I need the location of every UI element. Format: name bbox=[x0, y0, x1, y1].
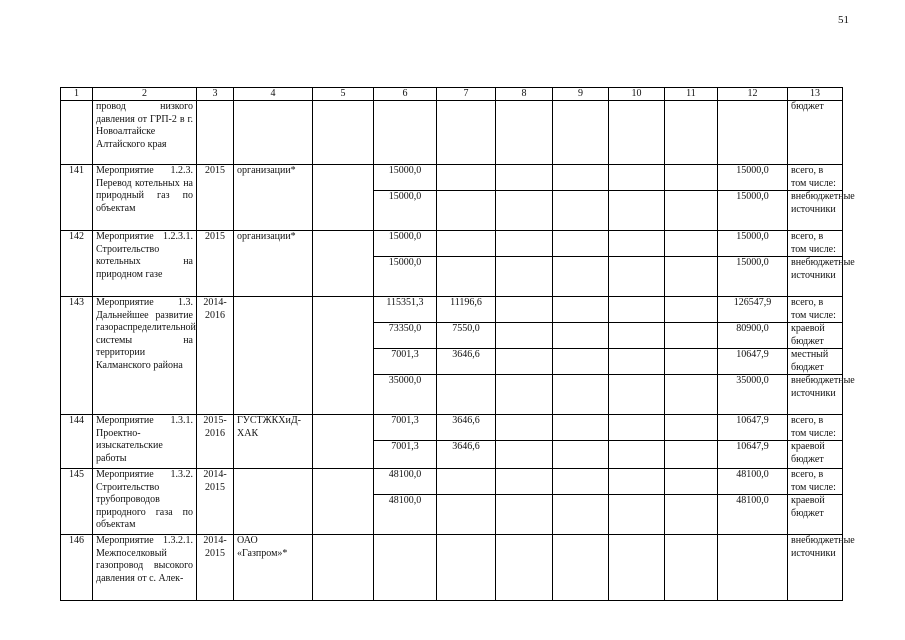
cell-11 bbox=[665, 323, 718, 349]
cell-11 bbox=[665, 101, 718, 165]
cell-7: 11196,6 bbox=[437, 297, 496, 323]
cell-12: 48100,0 bbox=[718, 495, 788, 535]
cell-10 bbox=[609, 101, 665, 165]
cell-9 bbox=[553, 495, 609, 535]
cell-11 bbox=[665, 191, 718, 231]
cell-5 bbox=[313, 297, 374, 415]
cell-num: 146 bbox=[61, 535, 93, 601]
cell-6: 7001,3 bbox=[374, 415, 437, 441]
cell-10 bbox=[609, 231, 665, 257]
cell-6: 7001,3 bbox=[374, 349, 437, 375]
cell-9 bbox=[553, 469, 609, 495]
cell-11 bbox=[665, 231, 718, 257]
cell-8 bbox=[496, 231, 553, 257]
cell-11 bbox=[665, 495, 718, 535]
cell-9 bbox=[553, 535, 609, 601]
cell-year: 2015 bbox=[197, 231, 234, 297]
cell-6: 15000,0 bbox=[374, 165, 437, 191]
cell-6: 48100,0 bbox=[374, 495, 437, 535]
cell-10 bbox=[609, 495, 665, 535]
cell-source: краевой бюджет bbox=[788, 323, 843, 349]
cell-year: 2015-2016 bbox=[197, 415, 234, 469]
cell-8 bbox=[496, 415, 553, 441]
cell-executor bbox=[234, 297, 313, 415]
cell-7 bbox=[437, 535, 496, 601]
column-header-10: 10 bbox=[609, 88, 665, 101]
column-header-11: 11 bbox=[665, 88, 718, 101]
cell-7: 3646,6 bbox=[437, 441, 496, 469]
column-header-8: 8 bbox=[496, 88, 553, 101]
cell-num: 142 bbox=[61, 231, 93, 297]
column-header-1: 1 bbox=[61, 88, 93, 101]
cell-year: 2014-2016 bbox=[197, 297, 234, 415]
cell-executor bbox=[234, 101, 313, 165]
cell-10 bbox=[609, 469, 665, 495]
cell-12: 15000,0 bbox=[718, 165, 788, 191]
cell-11 bbox=[665, 441, 718, 469]
cell-8 bbox=[496, 535, 553, 601]
table-row bbox=[61, 297, 843, 323]
column-header-13: 13 bbox=[788, 88, 843, 101]
cell-6 bbox=[374, 535, 437, 601]
cell-8 bbox=[496, 349, 553, 375]
column-header-9: 9 bbox=[553, 88, 609, 101]
cell-5 bbox=[313, 165, 374, 231]
cell-8 bbox=[496, 297, 553, 323]
cell-10 bbox=[609, 165, 665, 191]
cell-12: 48100,0 bbox=[718, 469, 788, 495]
budget-table bbox=[60, 87, 855, 601]
cell-12: 15000,0 bbox=[718, 191, 788, 231]
cell-10 bbox=[609, 257, 665, 297]
cell-year: 2014-2015 bbox=[197, 535, 234, 601]
cell-name: Мероприятие 1.3. Дальнейшее развитие газораспределительной системы на территории Калманского района bbox=[93, 297, 197, 415]
cell-6: 7001,3 bbox=[374, 441, 437, 469]
cell-12: 126547,9 bbox=[718, 297, 788, 323]
cell-7 bbox=[437, 375, 496, 415]
cell-7: 3646,6 bbox=[437, 349, 496, 375]
cell-12: 35000,0 bbox=[718, 375, 788, 415]
cell-source: краевой бюджет bbox=[788, 495, 843, 535]
header-row bbox=[61, 88, 843, 101]
cell-name: Мероприятие 1.2.3.1. Строительство котельных на природном газе bbox=[93, 231, 197, 297]
cell-9 bbox=[553, 191, 609, 231]
cell-source: внебюджетные источники bbox=[788, 375, 843, 415]
cell-9 bbox=[553, 231, 609, 257]
cell-11 bbox=[665, 165, 718, 191]
cell-7 bbox=[437, 101, 496, 165]
cell-source: внебюджетные источники bbox=[788, 191, 843, 231]
cell-9 bbox=[553, 165, 609, 191]
cell-7 bbox=[437, 231, 496, 257]
cell-9 bbox=[553, 349, 609, 375]
cell-name: Мероприятие 1.3.2. Строительство трубопроводов природного газа по объектам bbox=[93, 469, 197, 535]
cell-num: 144 bbox=[61, 415, 93, 469]
cell-12 bbox=[718, 535, 788, 601]
table-row bbox=[61, 469, 843, 495]
cell-12: 10647,9 bbox=[718, 415, 788, 441]
cell-year: 2014-2015 bbox=[197, 469, 234, 535]
column-header-6: 6 bbox=[374, 88, 437, 101]
cell-6: 73350,0 bbox=[374, 323, 437, 349]
cell-10 bbox=[609, 535, 665, 601]
cell-12: 15000,0 bbox=[718, 231, 788, 257]
cell-10 bbox=[609, 415, 665, 441]
cell-6: 115351,3 bbox=[374, 297, 437, 323]
cell-source: местный бюджет bbox=[788, 349, 843, 375]
table-row bbox=[61, 415, 843, 441]
cell-10 bbox=[609, 441, 665, 469]
cell-8 bbox=[496, 191, 553, 231]
cell-source: всего, в том числе: bbox=[788, 165, 843, 191]
cell-9 bbox=[553, 323, 609, 349]
cell-11 bbox=[665, 375, 718, 415]
cell-8 bbox=[496, 165, 553, 191]
cell-9 bbox=[553, 415, 609, 441]
cell-name: провод низкого давления от ГРП-2 в г. Новоалтайске Алтайского края bbox=[93, 101, 197, 165]
cell-9 bbox=[553, 375, 609, 415]
cell-source: бюджет bbox=[788, 101, 843, 165]
cell-10 bbox=[609, 375, 665, 415]
cell-7 bbox=[437, 257, 496, 297]
cell-source: всего, в том числе: bbox=[788, 469, 843, 495]
cell-6: 15000,0 bbox=[374, 257, 437, 297]
cell-source: всего, в том числе: bbox=[788, 415, 843, 441]
cell-12: 10647,9 bbox=[718, 349, 788, 375]
cell-9 bbox=[553, 441, 609, 469]
page-number: 51 bbox=[838, 14, 849, 26]
cell-6 bbox=[374, 101, 437, 165]
cell-7: 3646,6 bbox=[437, 415, 496, 441]
cell-11 bbox=[665, 257, 718, 297]
cell-11 bbox=[665, 535, 718, 601]
cell-12 bbox=[718, 101, 788, 165]
cell-6: 48100,0 bbox=[374, 469, 437, 495]
cell-10 bbox=[609, 349, 665, 375]
cell-num: 143 bbox=[61, 297, 93, 415]
cell-12: 10647,9 bbox=[718, 441, 788, 469]
cell-9 bbox=[553, 101, 609, 165]
table-row bbox=[61, 231, 843, 257]
cell-8 bbox=[496, 375, 553, 415]
cell-11 bbox=[665, 297, 718, 323]
cell-8 bbox=[496, 469, 553, 495]
column-header-3: 3 bbox=[197, 88, 234, 101]
column-header-4: 4 bbox=[234, 88, 313, 101]
cell-8 bbox=[496, 495, 553, 535]
cell-12: 80900,0 bbox=[718, 323, 788, 349]
cell-num: 145 bbox=[61, 469, 93, 535]
cell-5 bbox=[313, 415, 374, 469]
cell-9 bbox=[553, 257, 609, 297]
cell-executor: ГУСТЖКХиД-ХАК bbox=[234, 415, 313, 469]
cell-6: 35000,0 bbox=[374, 375, 437, 415]
cell-11 bbox=[665, 469, 718, 495]
cell-num bbox=[61, 101, 93, 165]
cell-9 bbox=[553, 297, 609, 323]
cell-7 bbox=[437, 469, 496, 495]
cell-5 bbox=[313, 469, 374, 535]
continuation-row bbox=[61, 101, 843, 165]
cell-year bbox=[197, 101, 234, 165]
table-row bbox=[61, 535, 843, 601]
cell-executor bbox=[234, 469, 313, 535]
column-header-12: 12 bbox=[718, 88, 788, 101]
cell-6: 15000,0 bbox=[374, 191, 437, 231]
cell-7 bbox=[437, 165, 496, 191]
cell-7 bbox=[437, 495, 496, 535]
cell-executor: организации* bbox=[234, 231, 313, 297]
cell-8 bbox=[496, 101, 553, 165]
cell-year: 2015 bbox=[197, 165, 234, 231]
cell-name: Мероприятие 1.2.3. Перевод котельных на природный газ по объектам bbox=[93, 165, 197, 231]
cell-num: 141 bbox=[61, 165, 93, 231]
cell-8 bbox=[496, 441, 553, 469]
cell-10 bbox=[609, 297, 665, 323]
column-header-5: 5 bbox=[313, 88, 374, 101]
cell-source: внебюджетные источники bbox=[788, 535, 843, 601]
cell-11 bbox=[665, 349, 718, 375]
cell-source: внебюджетные источники bbox=[788, 257, 843, 297]
cell-5 bbox=[313, 231, 374, 297]
cell-5 bbox=[313, 535, 374, 601]
cell-5 bbox=[313, 101, 374, 165]
column-header-2: 2 bbox=[93, 88, 197, 101]
cell-7 bbox=[437, 191, 496, 231]
cell-12: 15000,0 bbox=[718, 257, 788, 297]
column-header-7: 7 bbox=[437, 88, 496, 101]
table-row bbox=[61, 165, 843, 191]
cell-source: краевой бюджет bbox=[788, 441, 843, 469]
cell-source: всего, в том числе: bbox=[788, 297, 843, 323]
cell-executor: ОАО «Газпром»* bbox=[234, 535, 313, 601]
cell-8 bbox=[496, 257, 553, 297]
cell-11 bbox=[665, 415, 718, 441]
cell-10 bbox=[609, 323, 665, 349]
cell-8 bbox=[496, 323, 553, 349]
cell-10 bbox=[609, 191, 665, 231]
cell-name: Мероприятие 1.3.2.1. Межпоселковый газопровод высокого давления от с. Алек- bbox=[93, 535, 197, 601]
cell-7: 7550,0 bbox=[437, 323, 496, 349]
cell-name: Мероприятие 1.3.1. Проектно-изыскательские работы bbox=[93, 415, 197, 469]
cell-executor: организации* bbox=[234, 165, 313, 231]
cell-6: 15000,0 bbox=[374, 231, 437, 257]
cell-source: всего, в том числе: bbox=[788, 231, 843, 257]
